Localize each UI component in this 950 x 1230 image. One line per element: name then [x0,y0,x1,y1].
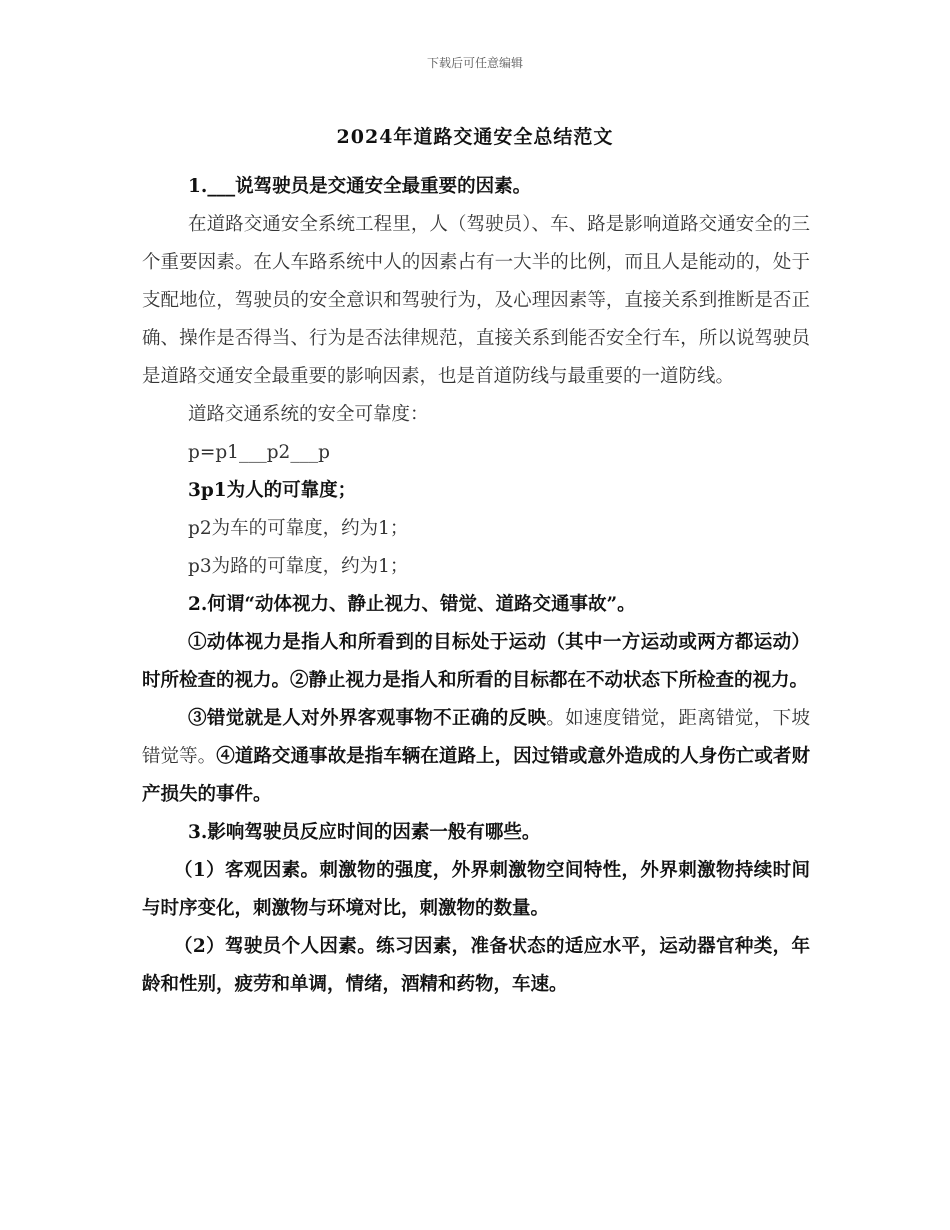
section-3-item-2: （2）驾驶员个人因素。练习因素，准备状态的适应水平，运动器官种类，年龄和性别，疲劳和单调，情绪，酒精和药物，车速。 [142,936,810,995]
section-3-heading: 3.影响驾驶员反应时间的因素一般有哪些。 [188,822,541,843]
document-title: 2024年道路交通安全总结范文 [336,126,614,148]
illusion-examples: 。如速度错觉，距离错觉，下坡错觉等。 [142,708,810,767]
illusion-definition: ③错觉就是人对外界客观事物不正确的反映 [188,708,547,729]
section-1-paragraph: 在道路交通安全系统工程里，人（驾驶员）、车、路是影响道路交通安全的三个重要因素。在人车路系统中人的因素占有一大半的比例，而且人是能动的，处于支配地位，驾驶员的安全意识和驾驶行为，及心理因素等，直接关系到推断是否正确、操作是否得当、行为是否法律规范，直接关系到能否安全行车，所以说驾驶员是道路交通安全最重要的影响因素，也是首道防线与最重要的一道防线。 [142,214,810,387]
p3-definition: p3为路的可靠度，约为1； [188,556,409,577]
p1-definition: 3p1为人的可靠度； [188,480,357,501]
header-note: 下载后可任意编辑 [426,56,523,70]
accident-definition: ④道路交通事故是指车辆在道路上，因过错或意外造成的人身伤亡或者财产损失的事件。 [142,746,810,805]
p2-definition: p2为车的可靠度，约为1； [188,518,409,539]
section-3-item-1: （1）客观因素。刺激物的强度，外界刺激物空间特性，外界刺激物持续时间与时序变化，刺激物与环境对比，刺激物的数量。 [142,860,810,919]
section-2-paragraph-2 [142,700,810,814]
section-2-paragraph-1: ①动体视力是指人和所看到的目标处于运动（其中一方运动或两方都运动）时所检查的视力。②静止视力是指人和所看的目标都在不动状态下所检查的视力。 [142,632,810,691]
reliability-formula: p=p1___p2___p [188,442,330,463]
document-body [142,168,810,1004]
section-2-heading: 2.何谓“动体视力、静止视力、错觉、道路交通事故”。 [188,594,636,615]
section-1-heading: 1.___说驾驶员是交通安全最重要的因素。 [188,176,532,197]
reliability-intro: 道路交通系统的安全可靠度： [188,404,429,425]
